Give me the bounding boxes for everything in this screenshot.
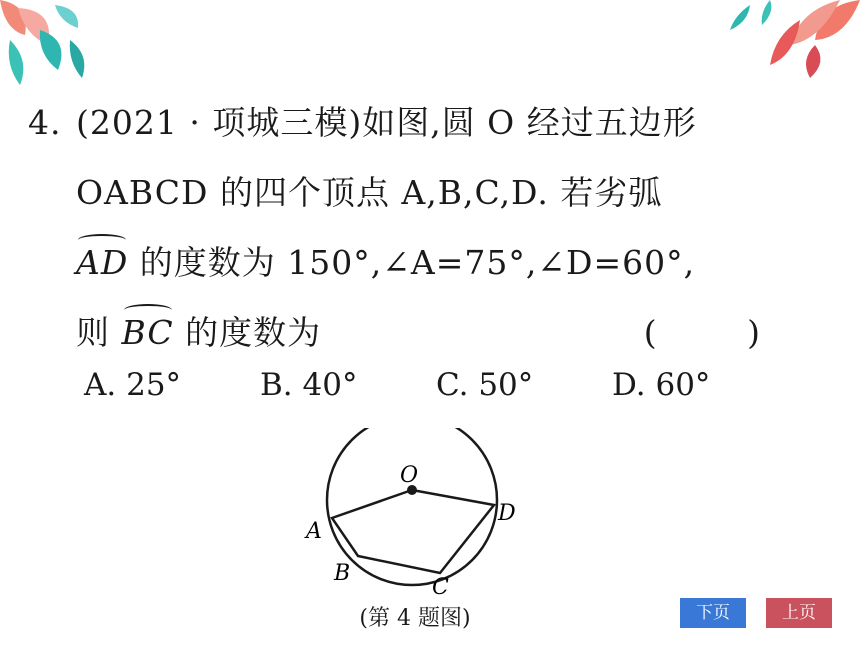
choice-d-label: D.: [612, 367, 646, 403]
arc-bc-label: BC: [122, 298, 174, 368]
point-label-d: D: [498, 501, 516, 526]
question-number: 4.: [28, 103, 62, 142]
answer-parentheses: ( ): [643, 313, 800, 352]
choice-c-value: 50°: [478, 367, 534, 403]
question-line-3: [28, 228, 828, 298]
point-label-o: O: [400, 463, 419, 488]
question-line-2: [28, 158, 828, 228]
choice-c-label: C.: [436, 367, 469, 403]
corner-flower-decoration-right: [720, 0, 860, 80]
next-page-button[interactable]: 下页: [680, 598, 746, 628]
choice-c[interactable]: [436, 355, 612, 415]
choice-d-value: 60°: [655, 367, 711, 403]
pentagon-oabcd: [332, 490, 494, 573]
question-line-4-prefix: 则: [76, 313, 122, 352]
choice-a[interactable]: [84, 355, 260, 415]
previous-page-button[interactable]: 上页: [766, 598, 832, 628]
figure-caption: (第 4 题图): [359, 606, 471, 631]
choice-b[interactable]: [260, 355, 436, 415]
choice-d[interactable]: [612, 355, 788, 415]
point-label-a: A: [306, 519, 322, 544]
question-line-2-text: OABCD 的四个顶点 A,B,C,D. 若劣弧: [76, 173, 663, 212]
geometry-figure: [300, 428, 530, 598]
point-label-b: B: [334, 561, 351, 586]
choice-b-label: B.: [260, 367, 293, 403]
choice-a-value: 25°: [126, 367, 182, 403]
question-line-1: [28, 88, 828, 158]
corner-flower-decoration-left: [0, 0, 120, 90]
choice-b-value: 40°: [302, 367, 358, 403]
circle-o: [327, 428, 497, 585]
arc-ad-label: AD: [76, 228, 128, 298]
question-text: [28, 88, 828, 368]
choice-a-label: A.: [84, 367, 117, 403]
question-line-3-text: 的度数为 150°,∠A=75°,∠D=60°,: [128, 243, 696, 282]
question-line-4-text: 的度数为: [173, 313, 322, 352]
point-label-c: C: [432, 575, 449, 598]
answer-choices: [84, 355, 788, 415]
question-line-1-text: (2021 · 项城三模)如图,圆 O 经过五边形: [76, 103, 697, 142]
